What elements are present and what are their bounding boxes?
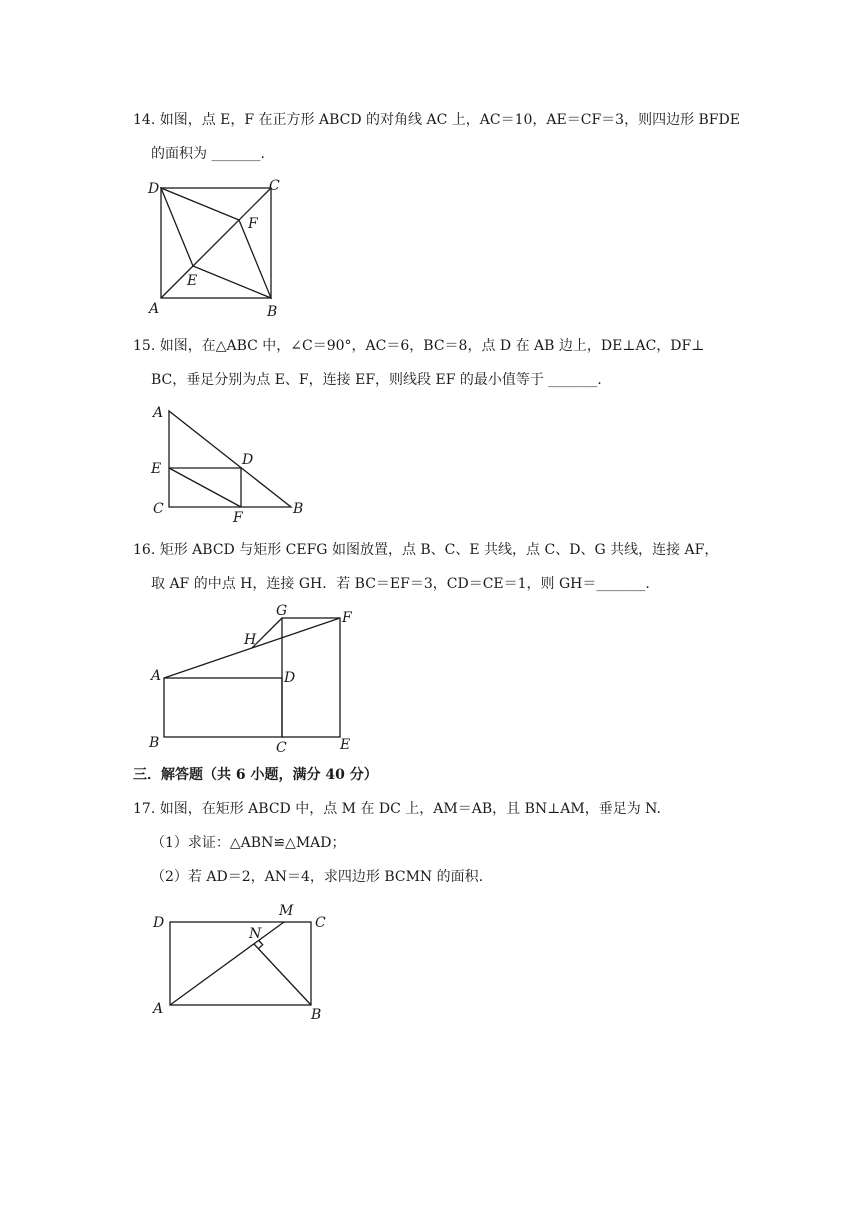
- q15-triangle: [169, 411, 291, 507]
- q15-line1: 15. 如图，在△ABC 中，∠C＝90°，AC＝6，BC＝8，点 D 在 AB 边上，DE⊥AC，DF⊥: [133, 338, 705, 354]
- q17-label-d: D: [153, 915, 165, 931]
- q16-figure: [145, 603, 365, 758]
- q15-line2: BC，垂足分别为点 E、F，连接 EF，则线段 EF 的最小值等于 _______.: [151, 372, 602, 388]
- q16-label-b: B: [149, 735, 160, 751]
- q16-label-g: G: [276, 603, 288, 619]
- q17-segment-bn: [254, 944, 311, 1005]
- q14-label-f: F: [248, 216, 258, 232]
- q17-part2: （2）若 AD＝2，AN＝4，求四边形 BCMN 的面积.: [151, 869, 484, 885]
- q17-label-c: C: [315, 915, 326, 931]
- q15-figure: [145, 403, 315, 526]
- q16-label-e: E: [340, 737, 351, 753]
- q16-label-h: H: [244, 632, 257, 648]
- q16-rect-abcd: [164, 678, 282, 737]
- q17-label-n: N: [249, 926, 262, 942]
- q16-line2: 取 AF 的中点 H，连接 GH．若 BC＝EF＝3，CD＝CE＝1，则 GH＝_______.: [151, 576, 650, 592]
- q17-segment-am: [170, 922, 284, 1005]
- q14-label-d: D: [148, 181, 160, 197]
- q16-label-f: F: [342, 610, 352, 626]
- q14-figure: [140, 175, 300, 325]
- q17-part1: （1）求证：△ABN≌△MAD；: [151, 835, 346, 851]
- q14-label-b: B: [267, 304, 278, 320]
- q14-line2: 的面积为 _______.: [151, 146, 265, 162]
- q17-label-b: B: [311, 1007, 322, 1023]
- q17-label-a: A: [153, 1001, 164, 1017]
- q17-rect-abcd: [170, 922, 311, 1005]
- q15-segment-ef: [169, 468, 241, 507]
- q15-label-e: E: [151, 461, 162, 477]
- q17-label-m: M: [279, 903, 294, 919]
- q17-figure: [145, 900, 345, 1025]
- q14-label-a: A: [149, 301, 160, 317]
- q16-label-a: A: [151, 668, 162, 684]
- q14-label-c: C: [269, 178, 280, 194]
- q15-label-b: B: [293, 501, 304, 517]
- q15-label-d: D: [242, 452, 254, 468]
- q17-line1: 17. 如图，在矩形 ABCD 中，点 M 在 DC 上，AM＝AB，且 BN⊥AM，垂足为 N.: [133, 801, 661, 817]
- q16-label-c: C: [276, 740, 287, 756]
- q15-label-f: F: [233, 510, 243, 526]
- q15-label-a: A: [153, 405, 164, 421]
- q15-label-c: C: [153, 501, 164, 517]
- section-title: 三．解答题（共 6 小题，满分 40 分）: [133, 767, 378, 783]
- q14-line1: 14. 如图，点 E，F 在正方形 ABCD 的对角线 AC 上，AC＝10，AE＝CF＝3，则四边形 BFDE: [133, 112, 740, 128]
- q16-line1: 16. 矩形 ABCD 与矩形 CEFG 如图放置，点 B、C、E 共线，点 C、D、G 共线，连接 AF，: [133, 542, 719, 558]
- q16-label-d: D: [284, 670, 296, 686]
- q14-label-e: E: [187, 273, 198, 289]
- q14-diagonal-ac: [161, 188, 271, 298]
